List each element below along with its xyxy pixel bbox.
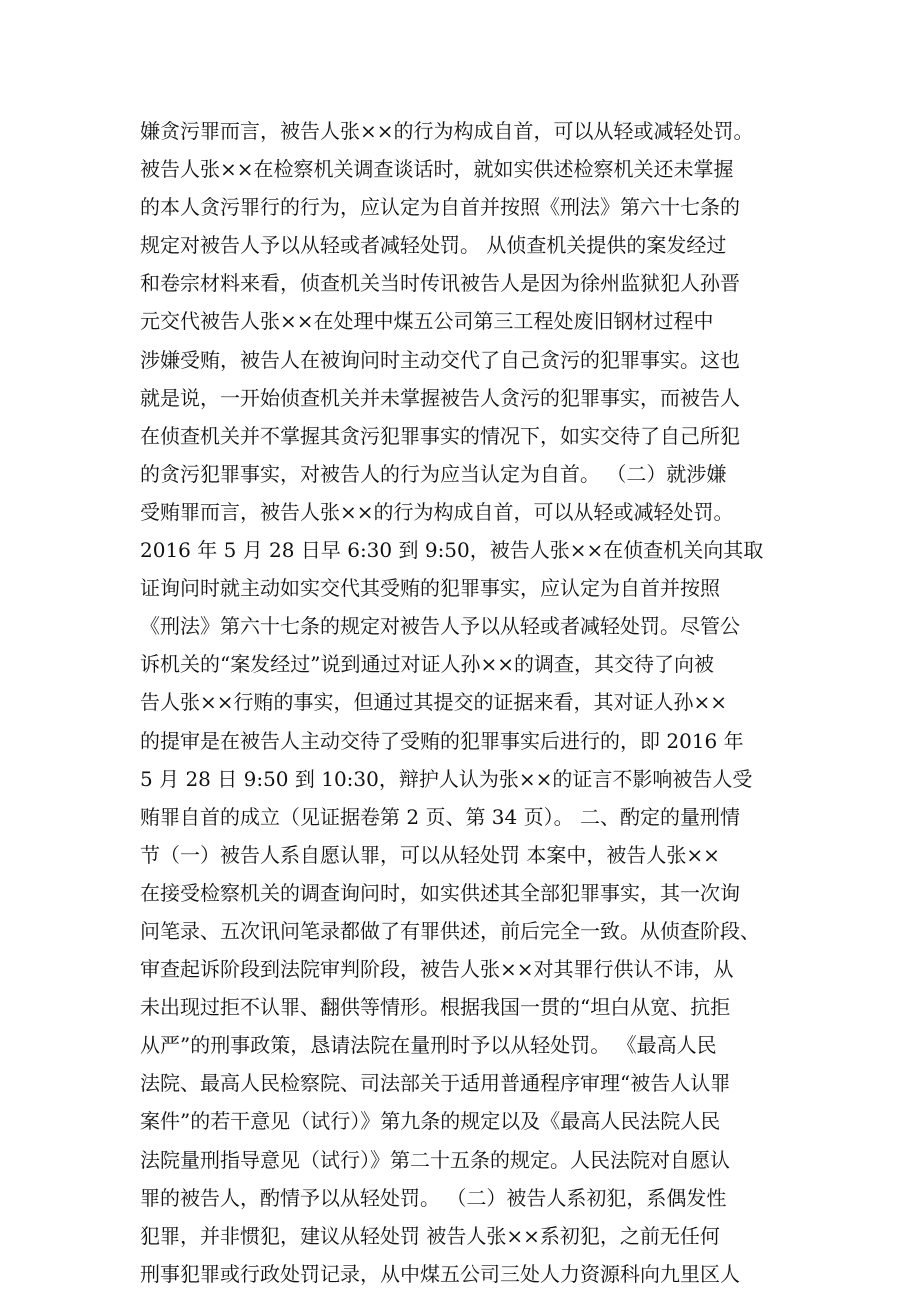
text-line: 嫌贪污罪而言，被告人张××的行为构成自首，可以从轻或减轻处罚。 <box>140 119 754 143</box>
text-line: 告人张××行贿的事实，但通过其提交的证据来看，其对证人孙×× <box>140 690 728 715</box>
text-line: 的本人贪污罪行的行为，应认定为自首并按照《刑法》第六十七条的 <box>140 195 740 220</box>
text-line: 问笔录、五次讯问笔录都做了有罪供述，前后完全一致。从侦查阶段、 <box>140 918 760 943</box>
text-line: 法院量刑指导意见（试行）》第二十五条的规定。人民法院对自愿认 <box>140 1147 730 1172</box>
text-line: 犯罪，并非惯犯，建议从轻处罚 被告人张××系初犯，之前无任何 <box>140 1223 720 1248</box>
text-line: 贿罪自首的成立（见证据卷第 2 页、第 34 页）。 二、酌定的量刑情 <box>140 804 740 829</box>
document-body <box>140 112 800 1293</box>
text-line: 节（一）被告人系自愿认罪，可以从轻处罚 本案中，被告人张×× <box>140 842 720 867</box>
text-line: 《刑法》第六十七条的规定对被告人予以从轻或者减轻处罚。尽管公 <box>140 614 740 639</box>
text-line: 的贪污犯罪事实，对被告人的行为应当认定为自首。 （二）就涉嫌 <box>140 461 727 486</box>
text-line: 未出现过拒不认罪、翻供等情形。根据我国一贯的“坦白从宽、抗拒 <box>140 995 731 1020</box>
text-line: 案件”的若干意见（试行）》第九条的规定以及《最高人民法院人民 <box>140 1109 721 1134</box>
text-line: 在侦查机关并不掌握其贪污犯罪事实的情况下，如实交待了自己所犯 <box>140 423 740 448</box>
text-line: 元交代被告人张××在处理中煤五公司第三工程处废旧钢材过程中 <box>140 309 714 334</box>
text-line: 证询问时就主动如实交代其受贿的犯罪事实，应认定为自首并按照 <box>140 576 720 601</box>
text-line: 法院、最高人民检察院、司法部关于适用普通程序审理“被告人认罪 <box>140 1071 731 1096</box>
text-line: 就是说，一开始侦查机关并未掌握被告人贪污的犯罪事实，而被告人 <box>140 385 740 410</box>
text-line: 涉嫌受贿，被告人在被询问时主动交代了自己贪污的犯罪事实。这也 <box>140 347 740 372</box>
text-line: 在接受检察机关的调查询问时，如实供述其全部犯罪事实，其一次询 <box>140 880 740 905</box>
text-line: 2016 年 5 月 28 日早 6:30 到 9:50，被告人张××在侦查机关向其取 <box>140 538 764 563</box>
text-line: 受贿罪而言，被告人张××的行为构成自首，可以从轻或减轻处罚。 <box>140 499 734 524</box>
text-line: 刑事犯罪或行政处罚记录，从中煤五公司三处人力资源科向九里区人 <box>140 1261 740 1286</box>
text-line: 审查起诉阶段到法院审判阶段，被告人张××对其罪行供认不讳，从 <box>140 957 734 982</box>
text-line: 的提审是在被告人主动交待了受贿的犯罪事实后进行的，即 2016 年 <box>140 728 744 753</box>
text-line: 5 月 28 日 9:50 到 10:30，辩护人认为张××的证言不影响被告人受 <box>140 766 753 791</box>
text-line: 罪的被告人，酌情予以从轻处罚。 （二）被告人系初犯，系偶发性 <box>140 1185 727 1210</box>
text-line: 规定对被告人予以从轻或者减轻处罚。 从侦查机关提供的案发经过 <box>140 233 727 258</box>
text-line: 和卷宗材料来看，侦查机关当时传讯被告人是因为徐州监狱犯人孙晋 <box>140 271 740 296</box>
text-line: 诉机关的“案发经过”说到通过对证人孙××的调查，其交待了向被 <box>140 652 714 677</box>
text-line: 从严”的刑事政策，恳请法院在量刑时予以从轻处罚。 《最高人民 <box>140 1033 717 1058</box>
text-line: 被告人张××在检察机关调查谈话时，就如实供述检察机关还未掌握 <box>140 157 734 182</box>
